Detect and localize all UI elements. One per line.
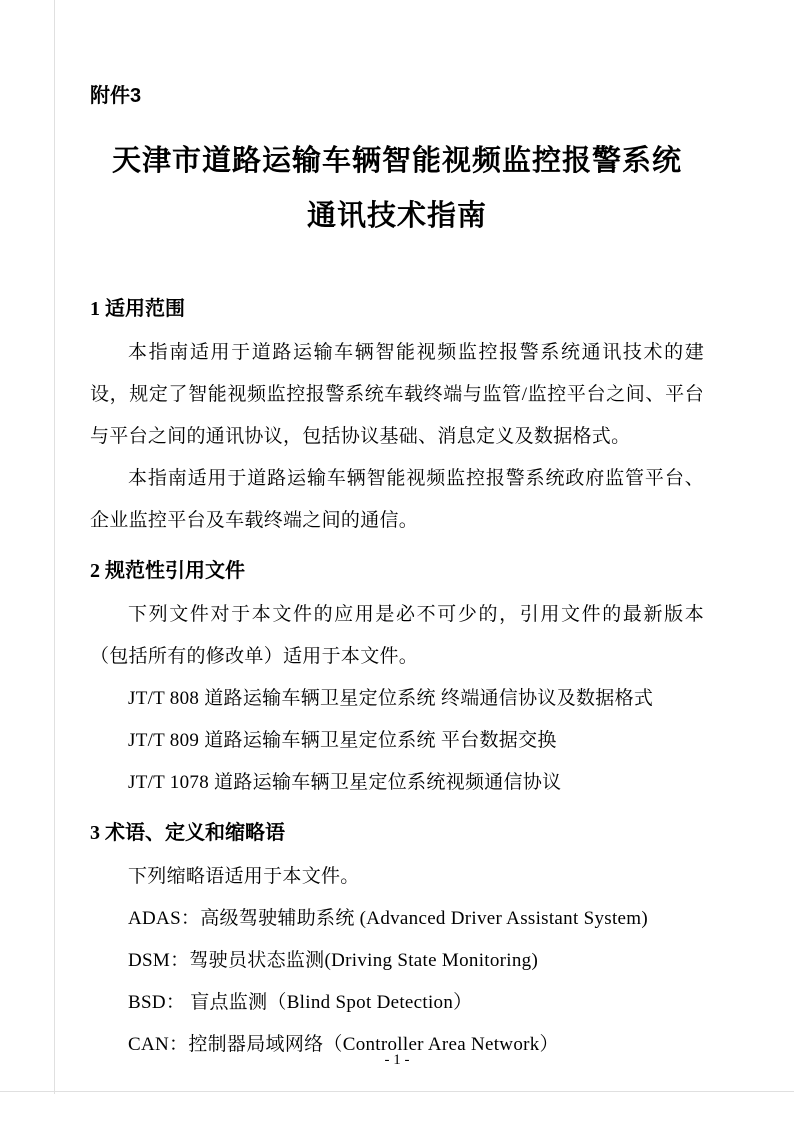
page-number: - 1 -	[384, 1052, 410, 1068]
attachment-label: 附件3	[90, 85, 142, 107]
abbreviation-bsd: BSD： 盲点监测（Blind Spot Detection）	[128, 992, 473, 1013]
section-3-heading: 3 术语、定义和缩略语	[90, 822, 285, 844]
page-edge-bottom-line	[0, 1091, 794, 1092]
section-3-paragraph-1: 下列缩略语适用于本文件。	[128, 866, 360, 887]
abbreviation-can: CAN：控制器局域网络（Controller Area Network）	[128, 1034, 559, 1055]
document-title	[90, 134, 704, 244]
abbreviation-dsm: DSM：驾驶员状态监测(Driving State Monitoring)	[128, 950, 539, 971]
page-edge-left-line	[54, 0, 55, 1094]
section-1-paragraph-1: 本指南适用于道路运输车辆智能视频监控报警系统通讯技术的建设，规定了智能视频监控报警系统车载终端与监管/监控平台之间、平台与平台之间的通讯协议，包括协议基础、消息定义及数据格式。	[90, 342, 704, 447]
section-1-heading: 1 适用范围	[90, 298, 185, 320]
document-title-line-1: 天津市道路运输车辆智能视频监控报警系统	[111, 145, 682, 177]
section-1-paragraph-2: 本指南适用于道路运输车辆智能视频监控报警系统政府监管平台、企业监控平台及车载终端之间的通信。	[90, 468, 704, 531]
abbreviation-adas: ADAS：高级驾驶辅助系统 (Advanced Driver Assistant System)	[128, 908, 648, 929]
reference-jtt-1078: JT/T 1078 道路运输车辆卫星定位系统视频通信协议	[128, 772, 562, 793]
section-2-paragraph-1: 下列文件对于本文件的应用是必不可少的，引用文件的最新版本（包括所有的修改单）适用于本文件。	[90, 604, 704, 667]
reference-jtt-808: JT/T 808 道路运输车辆卫星定位系统 终端通信协议及数据格式	[128, 688, 654, 709]
section-2-heading: 2 规范性引用文件	[90, 560, 245, 582]
document-title-line-2: 通讯技术指南	[306, 200, 487, 232]
reference-jtt-809: JT/T 809 道路运输车辆卫星定位系统 平台数据交换	[128, 730, 557, 751]
